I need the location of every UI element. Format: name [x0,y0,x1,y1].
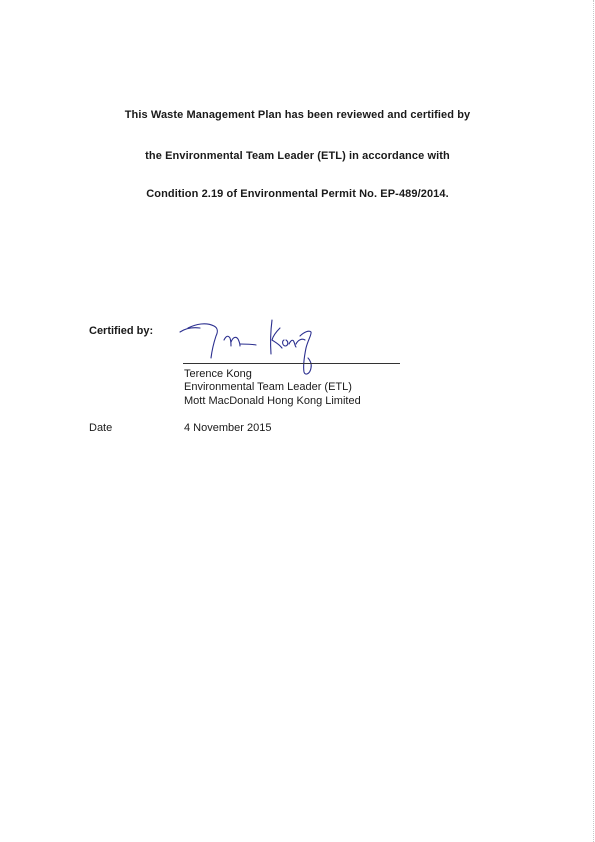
certified-by-label: Certified by: [89,325,154,337]
signer-company: Mott MacDonald Hong Kong Limited [184,395,361,407]
date-label: Date [89,422,113,434]
signer-title: Environmental Team Leader (ETL) [184,381,352,393]
page-edge-border [593,0,594,842]
statement-line-2: the Environmental Team Leader (ETL) in accordance with [145,150,450,162]
date-value: 4 November 2015 [184,422,272,434]
statement-line-1: This Waste Management Plan has been reviewed and certified by [124,109,471,121]
signature-line [183,363,400,364]
statement-line-3: Condition 2.19 of Environmental Permit No. EP-489/2014. [146,188,449,200]
signer-name: Terence Kong [184,368,252,380]
